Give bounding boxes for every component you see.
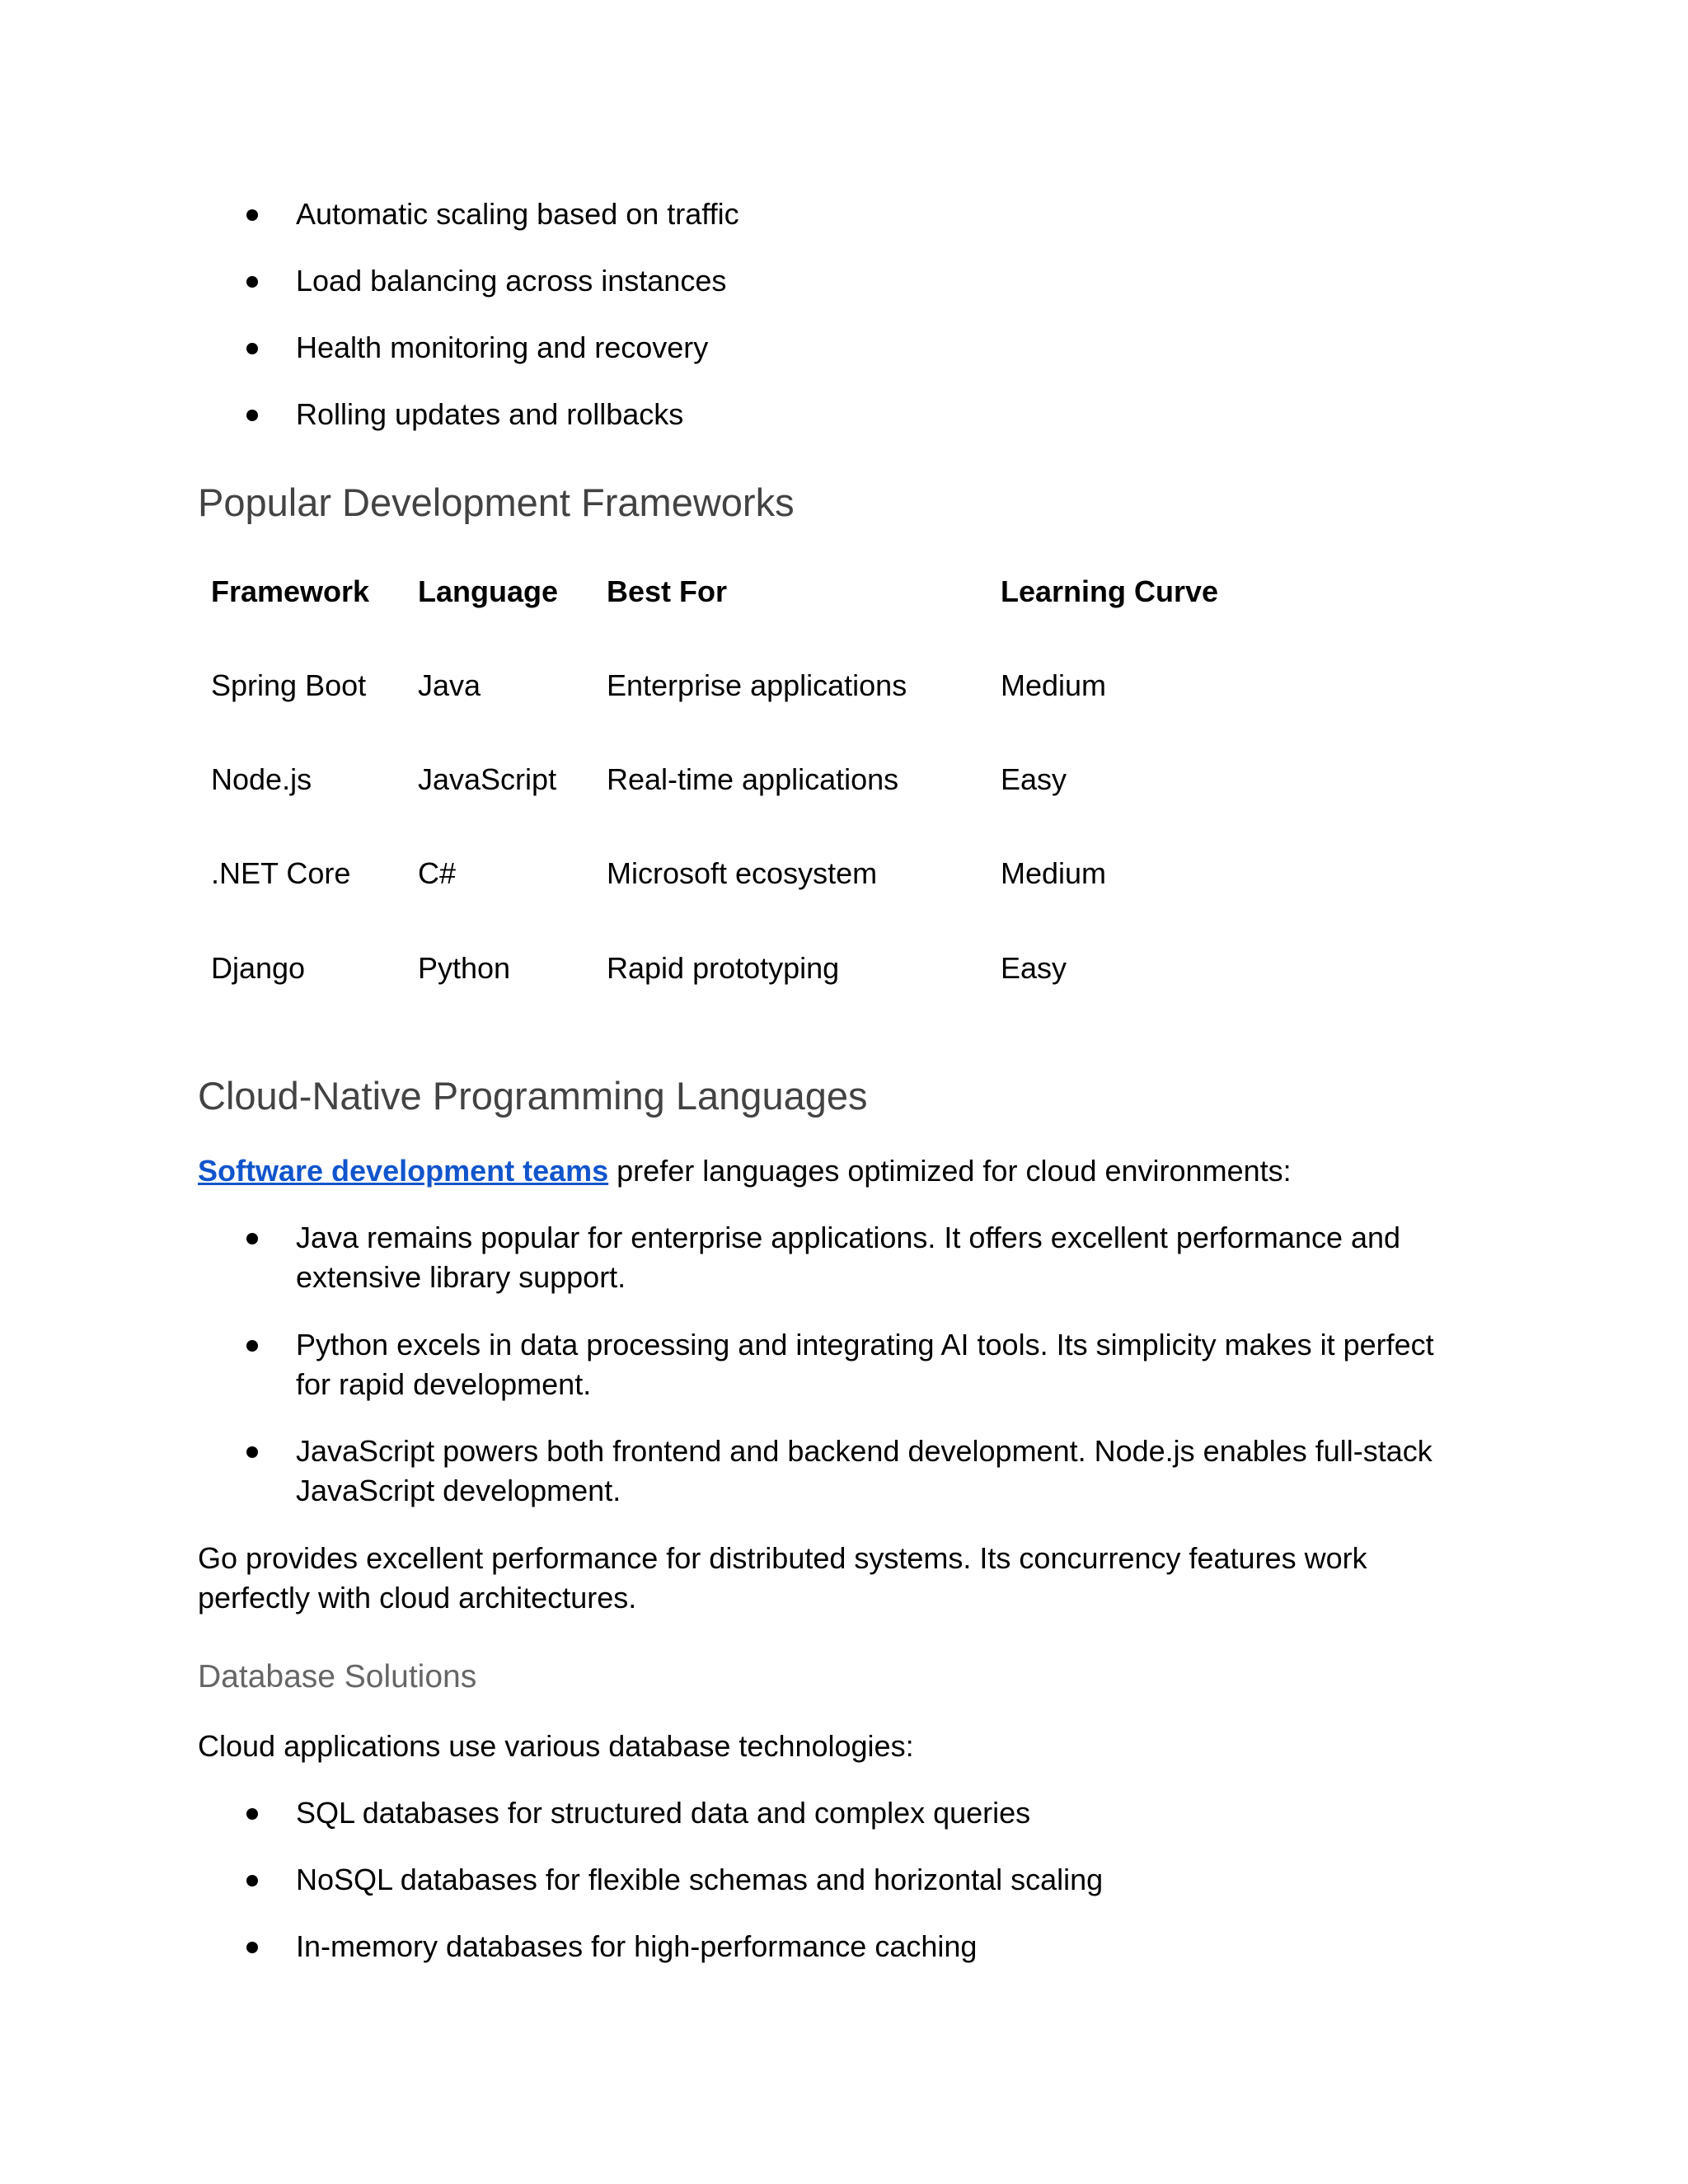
table-cell-framework: .NET Core [211, 856, 351, 890]
table-cell-language: Python [418, 951, 511, 985]
column-header-language: Language [418, 574, 559, 608]
table-cell-language: JavaScript [418, 762, 557, 796]
table-cell-framework: Spring Boot [211, 668, 367, 702]
bullet-icon [246, 1233, 258, 1244]
frameworks-heading: Popular Development Frameworks [198, 480, 795, 524]
bullet-icon [246, 343, 258, 354]
list-item: Automatic scaling based on traffic [296, 197, 739, 231]
list-item-line: for rapid development. [296, 1367, 592, 1401]
software-development-teams-link[interactable]: Software development teams [198, 1154, 609, 1188]
paragraph-line: perfectly with cloud architectures. [198, 1581, 637, 1615]
list-item: Health monitoring and recovery [296, 330, 709, 364]
list-item: SQL databases for structured data and complex queries [296, 1796, 1031, 1830]
bullet-icon [246, 1340, 258, 1352]
list-item: Rolling updates and rollbacks [296, 397, 684, 431]
bullet-icon [246, 1942, 258, 1953]
table-cell-language: C# [418, 856, 457, 890]
table-cell-framework: Django [211, 951, 306, 985]
table-cell-learning-curve: Medium [1001, 856, 1107, 890]
bullet-icon [246, 276, 258, 288]
table-cell-best-for: Rapid prototyping [607, 951, 840, 985]
table-cell-language: Java [418, 668, 481, 702]
bullet-icon [246, 410, 258, 421]
list-item-line: JavaScript development. [296, 1474, 621, 1507]
languages-intro-text: prefer languages optimized for cloud environments: [608, 1154, 1292, 1188]
database-heading: Database Solutions [198, 1659, 477, 1694]
list-item: Load balancing across instances [296, 264, 727, 298]
list-item-line: Python excels in data processing and integrating AI tools. Its simplicity makes it perfect [296, 1328, 1434, 1361]
list-item-line: Java remains popular for enterprise applications. It offers excellent performance and [296, 1221, 1401, 1254]
bullet-icon [246, 1808, 258, 1820]
table-cell-best-for: Microsoft ecosystem [607, 856, 878, 890]
column-header-best-for: Best For [607, 574, 728, 608]
list-item: In-memory databases for high-performance caching [296, 1929, 978, 1963]
list-item-line: JavaScript powers both frontend and backend development. Node.js enables full-stack [296, 1434, 1432, 1468]
table-cell-best-for: Enterprise applications [607, 668, 907, 702]
column-header-framework: Framework [211, 574, 370, 608]
table-cell-learning-curve: Easy [1001, 951, 1067, 985]
list-item-line: extensive library support. [296, 1260, 626, 1294]
bullet-icon [246, 1446, 258, 1458]
bullet-icon [246, 209, 258, 221]
table-cell-framework: Node.js [211, 762, 312, 796]
table-cell-best-for: Real-time applications [607, 762, 899, 796]
table-cell-learning-curve: Medium [1001, 668, 1107, 702]
list-item: NoSQL databases for flexible schemas and horizontal scaling [296, 1863, 1104, 1896]
column-header-learning-curve: Learning Curve [1001, 574, 1219, 608]
bullet-icon [246, 1875, 258, 1886]
paragraph-line: Go provides excellent performance for distributed systems. Its concurrency features work [198, 1541, 1367, 1575]
database-intro: Cloud applications use various database technologies: [198, 1729, 914, 1763]
table-cell-learning-curve: Easy [1001, 762, 1067, 796]
languages-heading: Cloud-Native Programming Languages [198, 1074, 868, 1118]
languages-intro [198, 1151, 1292, 1191]
